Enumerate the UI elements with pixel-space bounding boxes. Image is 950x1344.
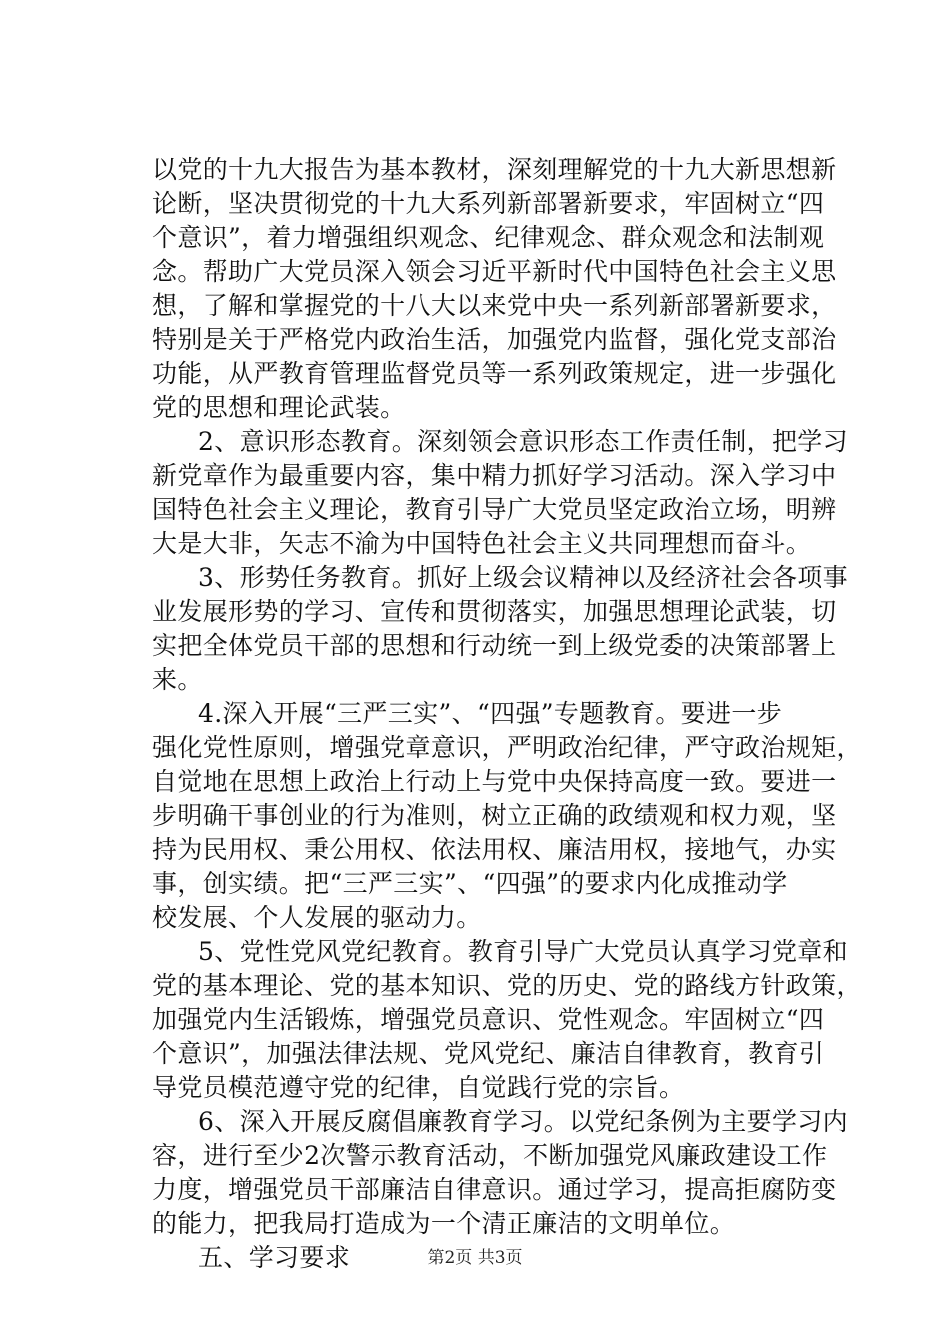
text-line: 自觉地在思想上政治上行动上与党中央保持高度一致。要进一 [152, 767, 837, 796]
text-line: 论断，坚决贯彻党的十九大系列新部署新要求，牢固树立“四 [152, 189, 825, 218]
text-line: 念。帮助广大党员深入领会习近平新时代中国特色社会主义思 [152, 257, 837, 286]
page-number: 第2页 共3页 [427, 1248, 523, 1268]
page-footer [0, 1247, 950, 1269]
text-line: 的能力，把我局打造成为一个清正廉洁的文明单位。 [152, 1209, 736, 1238]
text-line: 步明确干事创业的行为准则，树立正确的政绩观和权力观，坚 [152, 801, 837, 830]
text-line: 强化党性原则，增强党章意识，严明政治纪律，严守政治规矩， [152, 733, 862, 762]
text-line: 国特色社会主义理论，教育引导广大党员坚定政治立场，明辨 [152, 495, 837, 524]
text-line: 个意识”，加强法律法规、党风党纪、廉洁自律教育，教育引 [152, 1039, 825, 1068]
text-line: 业发展形势的学习、宣传和贯彻落实，加强思想理论武装，切 [152, 597, 837, 626]
text-line: 党的思想和理论武装。 [152, 393, 406, 422]
text-line: 校发展、个人发展的驱动力。 [152, 903, 482, 932]
text-line: 新党章作为最重要内容，集中精力抓好学习活动。深入学习中 [152, 461, 837, 490]
paragraph-start: 5、党性党风党纪教育。教育引导广大党员认真学习党章和 [198, 937, 849, 966]
text-line: 事，创实绩。把“三严三实”、“四强”的要求内化成推动学 [152, 869, 788, 898]
text-line: 特别是关于严格党内政治生活，加强党内监督，强化党支部治 [152, 325, 837, 354]
text-line: 功能，从严教育管理监督党员等一系列政策规定，进一步强化 [152, 359, 837, 388]
text-line: 以党的十九大报告为基本教材，深刻理解党的十九大新思想新 [152, 155, 837, 184]
paragraph-start: 3、形势任务教育。抓好上级会议精神以及经济社会各项事 [198, 563, 849, 592]
text-line: 想，了解和掌握党的十八大以来党中央一系列新部署新要求， [152, 291, 837, 320]
paragraph-start: 2、意识形态教育。深刻领会意识形态工作责任制，把学习 [198, 427, 849, 456]
document-body [152, 153, 862, 1275]
text-line: 大是大非，矢志不渝为中国特色社会主义共同理想而奋斗。 [152, 529, 812, 558]
text-line: 导党员模范遵守党的纪律，自觉践行党的宗旨。 [152, 1073, 685, 1102]
text-line: 持为民用权、秉公用权、依法用权、廉洁用权，接地气，办实 [152, 835, 837, 864]
text-line: 力度，增强党员干部廉洁自律意识。通过学习，提高拒腐防变 [152, 1175, 837, 1204]
paragraph-start: 4.深入开展“三严三实”、“四强”专题教育。要进一步 [198, 699, 783, 728]
section-heading: 五、学习要求 [198, 1243, 351, 1272]
text-line: 实把全体党员干部的思想和行动统一到上级党委的决策部署上 [152, 631, 837, 660]
text-line: 容，进行至少2次警示教育活动，不断加强党风廉政建设工作 [152, 1141, 828, 1170]
text-line: 加强党内生活锻炼，增强党员意识、党性观念。牢固树立“四 [152, 1005, 825, 1034]
paragraph-start: 6、深入开展反腐倡廉教育学习。以党纪条例为主要学习内 [198, 1107, 849, 1136]
text-line: 来。 [152, 665, 203, 694]
text-line: 党的基本理论、党的基本知识、党的历史、党的路线方针政策， [152, 971, 862, 1000]
text-line: 个意识”，着力增强组织观念、纪律观念、群众观念和法制观 [152, 223, 825, 252]
